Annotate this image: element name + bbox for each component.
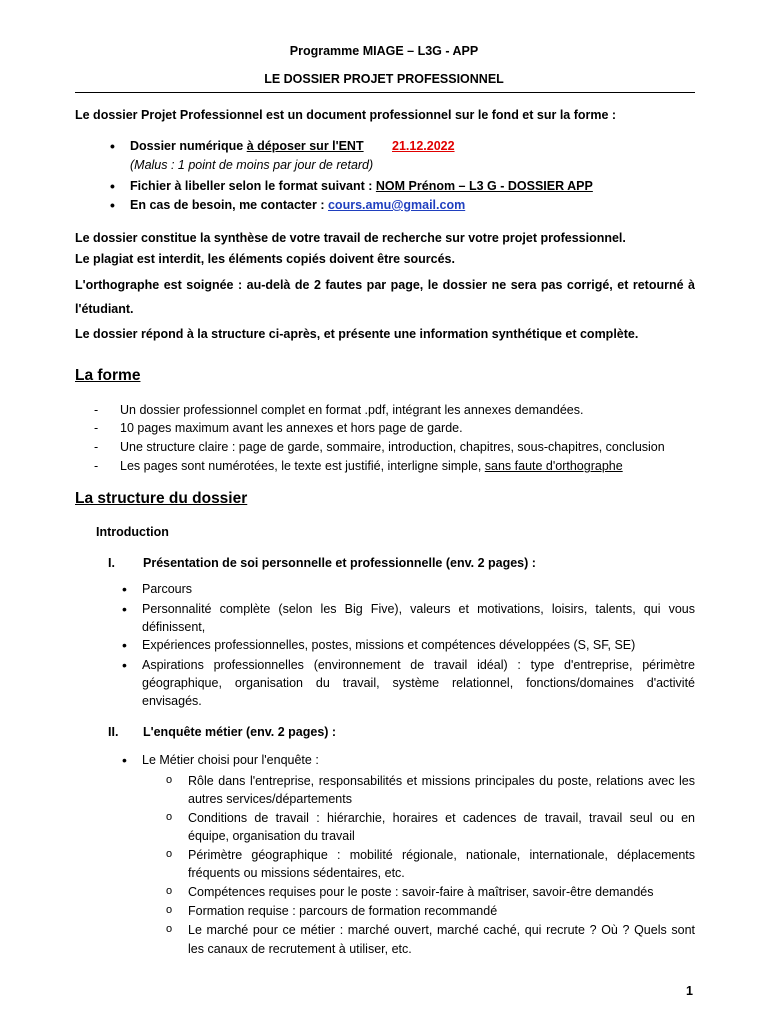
list-item-cont: envisagés. (142, 694, 202, 708)
section-numeral: I. (108, 556, 115, 570)
list-item: • En cas de besoin, me contacter : cours.amu@gmail.com (130, 198, 465, 212)
list-item: • Parcours (142, 582, 192, 596)
list-item: - 10 pages maximum avant les annexes et hors page de garde. (120, 421, 463, 435)
sub-list-item: o Rôle dans l'entreprise, responsabilités et missions principales du poste, relations avec les (188, 774, 695, 788)
sub-list-item: o Formation requise : parcours de formation recommandé (188, 904, 497, 918)
list-item: • Personnalité complète (selon les Big Five), valeurs et motivations, loisirs, talents, qui vous (142, 602, 695, 616)
malus-note: (Malus : 1 point de moins par jour de retard) (130, 158, 374, 172)
section-heading-structure: La structure du dossier (75, 490, 248, 507)
title-divider (75, 92, 695, 93)
sub-list-item: o Compétences requises pour le poste : savoir-faire à maîtriser, savoir-être demandés (188, 885, 654, 899)
list-item: • Le Métier choisi pour l'enquête : (142, 753, 319, 767)
section-heading-forme: La forme (75, 367, 141, 384)
sub-list-item-cont: équipe, organisation du travail (188, 829, 355, 843)
sub-list-item: o Le marché pour ce métier : marché ouvert, marché caché, qui recrute ? Où ? Quels sont (188, 923, 695, 937)
email-link[interactable]: cours.amu@gmail.com (327, 198, 466, 212)
list-item-cont: géographique, organisation du travail, système relationnel, fonctions/domaines d'activité (142, 676, 695, 690)
list-item: • Expériences professionnelles, postes, missions et compétences développées (S, SF, SE) (142, 638, 635, 652)
list-item: - Une structure claire : page de garde, sommaire, introduction, chapitres, sous-chapitres, conclusion (120, 440, 665, 454)
subheading-introduction: Introduction (96, 525, 169, 539)
section-title: Présentation de soi personnelle et professionnelle (env. 2 pages) : (143, 556, 536, 570)
list-item: • Dossier numérique à déposer sur l'ENT (130, 139, 364, 153)
section-numeral: II. (108, 725, 119, 739)
program-title: Programme MIAGE – L3G - APP (289, 44, 479, 58)
list-item: - Un dossier professionnel complet en format .pdf, intégrant les annexes demandées. (120, 403, 583, 417)
sub-list-item-cont: autres services/départements (188, 792, 352, 806)
paragraph: Le dossier répond à la structure ci-après, et présente une information synthétique et complète. (75, 327, 639, 341)
sub-list-item-cont: les canaux de recrutement à utiliser, etc. (188, 942, 412, 956)
list-item: • Aspirations professionnelles (environnement de travail idéal) : type d'entreprise, périmètre (142, 658, 695, 672)
list-item: • Fichier à libeller selon le format suivant : NOM Prénom – L3 G - DOSSIER APP (130, 179, 593, 193)
intro-lead: Le dossier Projet Professionnel est un document professionnel sur le fond et sur la forme : (75, 108, 617, 122)
list-item-cont: définissent, (142, 620, 206, 634)
page-number: 1 (686, 984, 693, 998)
paragraph: l'étudiant. (75, 302, 134, 316)
paragraph: Le plagiat est interdit, les éléments copiés doivent être sourcés. (75, 252, 455, 266)
sub-list-item: o Conditions de travail : hiérarchie, horaires et cadences de travail, travail seul ou en (188, 811, 695, 825)
sub-list-item-cont: fréquents ou missions sédentaires, etc. (188, 866, 405, 880)
page-title: LE DOSSIER PROJET PROFESSIONNEL (264, 72, 504, 86)
section-title: L'enquête métier (env. 2 pages) : (143, 725, 337, 739)
deadline-date: 21.12.2022 (392, 139, 455, 153)
paragraph: L'orthographe est soignée : au-delà de 2 fautes par page, le dossier ne sera pas corrigé, et retourné à (75, 278, 695, 292)
list-item: - Les pages sont numérotées, le texte est justifié, interligne simple, sans faute d'orthographe (120, 459, 623, 473)
sub-list-item: o Périmètre géographique : mobilité régionale, nationale, internationale, déplacements (188, 848, 695, 862)
paragraph: Le dossier constitue la synthèse de votre travail de recherche sur votre projet professionnel. (75, 231, 626, 245)
